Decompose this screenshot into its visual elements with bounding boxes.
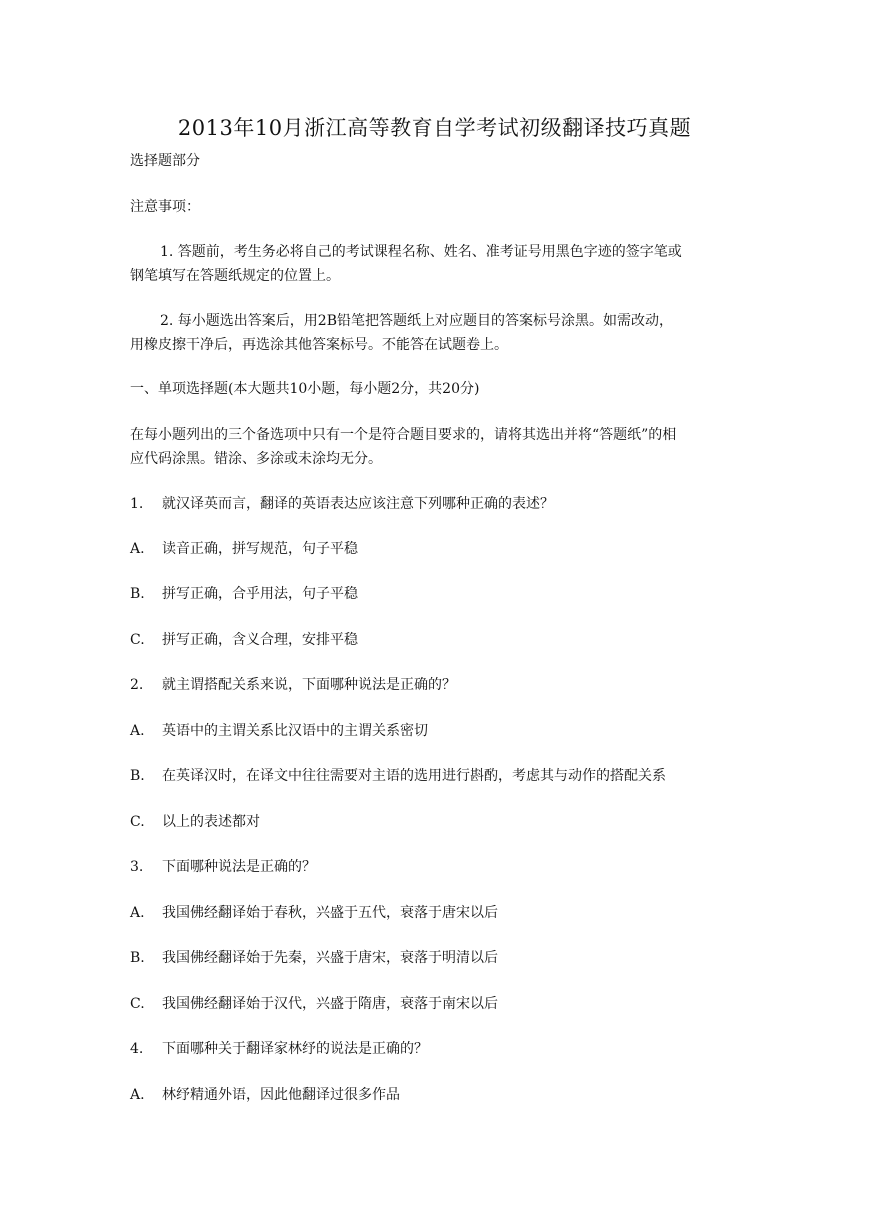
option-label: C. — [130, 996, 145, 1012]
question-3-option-c — [130, 993, 740, 1015]
question-text: 就主谓搭配关系来说，下面哪种说法是正确的？ — [162, 677, 456, 693]
question-2-option-a — [130, 720, 740, 742]
instructions-line-2: 应代码涂黑。错涂、多涂或未涂均无分。 — [130, 451, 382, 467]
option-label: C. — [130, 814, 145, 830]
question-3 — [130, 856, 740, 878]
question-3-option-a — [130, 902, 740, 924]
notice-2-line-1: 2. 每小题选出答案后，用2B铅笔把答题纸上对应题目的答案标号涂黑。如需改动， — [160, 313, 674, 329]
question-4 — [130, 1038, 740, 1060]
question-2-option-b — [130, 765, 740, 787]
question-2-option-c — [130, 811, 740, 833]
question-4-option-a — [130, 1084, 740, 1106]
question-2 — [130, 674, 740, 696]
question-text: 下面哪种说法是正确的？ — [162, 859, 316, 875]
question-text: 就汉译英而言，翻译的英语表达应该注意下列哪种正确的表述？ — [162, 496, 554, 512]
option-label: A. — [130, 723, 145, 739]
option-text: 英语中的主谓关系比汉语中的主谓关系密切 — [162, 723, 428, 739]
option-label: A. — [130, 1087, 145, 1103]
option-text: 我国佛经翻译始于春秋，兴盛于五代，衰落于唐宋以后 — [162, 905, 498, 921]
option-label: A. — [130, 541, 145, 557]
option-text: 读音正确，拼写规范，句子平稳 — [162, 541, 358, 557]
option-text: 林纾精通外语，因此他翻译过很多作品 — [162, 1087, 400, 1103]
page-title: 2013年10月浙江高等教育自学考试初级翻译技巧真题 — [177, 116, 692, 140]
option-text: 拼写正确，含义合理，安排平稳 — [162, 632, 358, 648]
option-text: 在英译汉时，在译文中往往需要对主语的选用进行斟酌，考虑其与动作的搭配关系 — [162, 768, 666, 784]
question-1-option-c — [130, 629, 740, 651]
question-1 — [130, 493, 740, 515]
question-number: 3. — [130, 859, 144, 875]
notice-2-line-2: 用橡皮擦干净后，再选涂其他答案标号。不能答在试题卷上。 — [130, 337, 508, 353]
question-3-option-b — [130, 947, 740, 969]
section-label: 选择题部分 — [130, 153, 200, 169]
notice-1-line-2: 钢笔填写在答题纸规定的位置上。 — [130, 268, 340, 284]
option-text: 拼写正确，合乎用法，句子平稳 — [162, 586, 358, 602]
instructions-line-1: 在每小题列出的三个备选项中只有一个是符合题目要求的，请将其选出并将“答题纸”的相 — [130, 427, 677, 443]
option-text: 以上的表述都对 — [162, 814, 260, 830]
question-number: 4. — [130, 1041, 144, 1057]
question-1-option-b — [130, 583, 740, 605]
question-text: 下面哪种关于翻译家林纾的说法是正确的？ — [162, 1041, 428, 1057]
part-heading: 一、单项选择题(本大题共10小题，每小题2分，共20分) — [130, 381, 480, 397]
option-label: B. — [130, 768, 145, 784]
question-1-option-a — [130, 538, 740, 560]
notice-heading: 注意事项： — [130, 199, 200, 215]
option-label: A. — [130, 905, 145, 921]
option-label: B. — [130, 586, 145, 602]
question-number: 2. — [130, 677, 144, 693]
option-text: 我国佛经翻译始于先秦，兴盛于唐宋，衰落于明清以后 — [162, 950, 498, 966]
option-label: B. — [130, 950, 145, 966]
notice-1-line-1: 1. 答题前，考生务必将自己的考试课程名称、姓名、准考证号用黑色字迹的签字笔或 — [160, 244, 682, 260]
question-number: 1. — [130, 496, 144, 512]
option-label: C. — [130, 632, 145, 648]
option-text: 我国佛经翻译始于汉代，兴盛于隋唐，衰落于南宋以后 — [162, 996, 498, 1012]
